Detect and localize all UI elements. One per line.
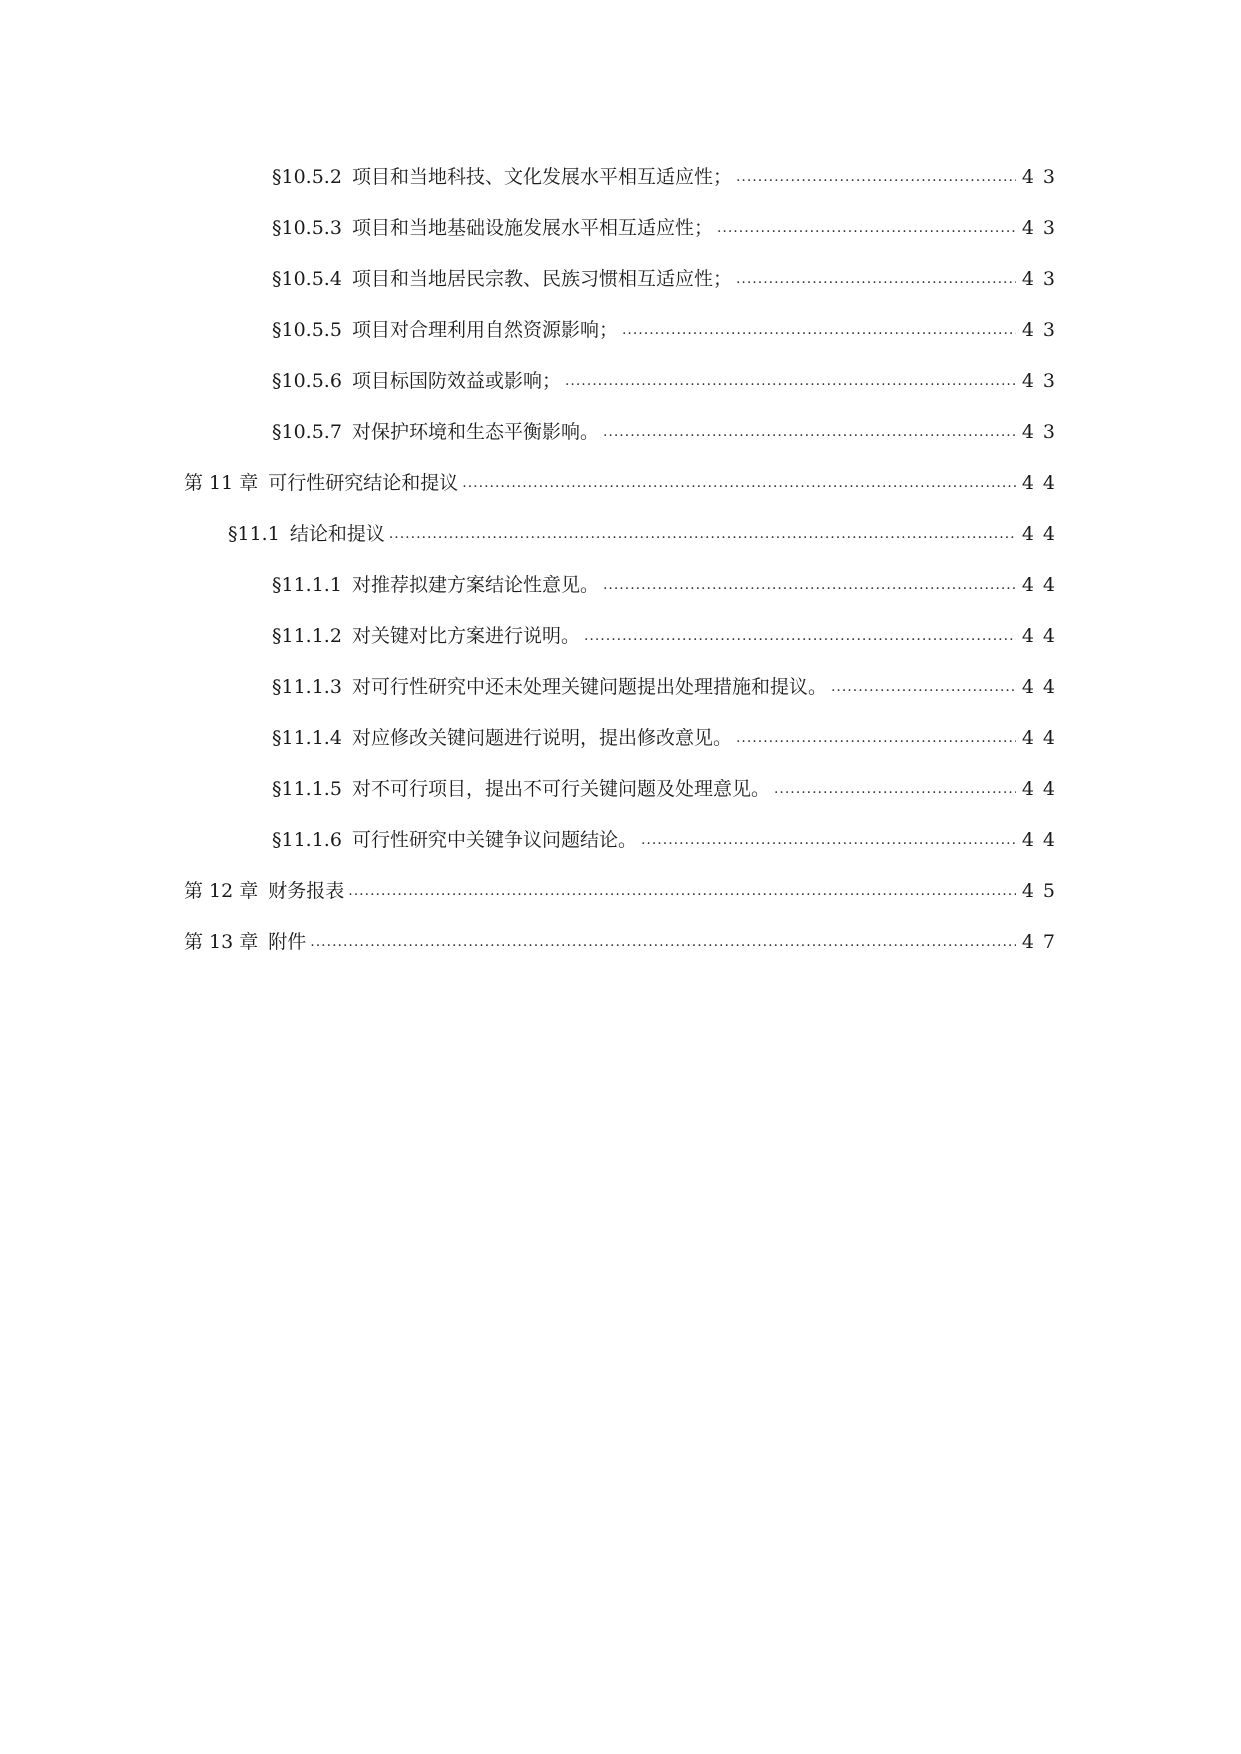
- toc-entry-number: 第 13 章: [184, 931, 259, 953]
- dot-leader: [774, 772, 1016, 806]
- toc-entry-number: §10.5.3: [272, 217, 342, 239]
- toc-entry-11-1-2[interactable]: [272, 619, 1064, 653]
- toc-entry-number: §10.5.5: [272, 319, 342, 341]
- dot-leader: [641, 823, 1016, 857]
- toc-entry-page: 43: [1021, 319, 1064, 341]
- toc-entry-number: 第 12 章: [184, 880, 259, 902]
- dot-leader: [584, 619, 1016, 653]
- dot-leader: [462, 466, 1016, 500]
- toc-entry-page: 44: [1021, 778, 1064, 800]
- toc-entry-page: 44: [1021, 727, 1064, 749]
- toc-entry-page: 44: [1021, 472, 1064, 494]
- toc-entry-10-5-2[interactable]: [272, 160, 1064, 194]
- toc-entry-title: 项目和当地基础设施发展水平相互适应性；: [351, 217, 713, 239]
- toc-entry-11-1-5[interactable]: [272, 772, 1064, 806]
- toc-entry-number: §11.1.1: [272, 574, 342, 596]
- dot-leader: [310, 925, 1016, 959]
- toc-entry-page: 47: [1021, 931, 1064, 953]
- dot-leader: [736, 160, 1016, 194]
- toc-entry-number: §11.1: [228, 523, 280, 545]
- dot-leader: [622, 313, 1016, 347]
- toc-entry-11-1-4[interactable]: [272, 721, 1064, 755]
- toc-entry-title: 对可行性研究中还未处理关键问题提出处理措施和提议。: [351, 676, 827, 698]
- toc-entry-page: 44: [1021, 523, 1064, 545]
- toc-entry-10-5-7[interactable]: [272, 415, 1064, 449]
- toc-entry-page: 43: [1021, 166, 1064, 188]
- toc-entry-number: §10.5.4: [272, 268, 342, 290]
- toc-entry-title: 附件: [268, 931, 307, 953]
- toc-entry-page: 44: [1021, 574, 1064, 596]
- toc-entry-title: 对应修改关键问题进行说明，提出修改意见。: [351, 727, 732, 749]
- dot-leader: [831, 670, 1016, 704]
- toc-entry-number: §10.5.7: [272, 421, 342, 443]
- toc-entry-title: 项目对合理利用自然资源影响；: [351, 319, 618, 341]
- toc-entry-title: 对保护环境和生态平衡影响。: [351, 421, 599, 443]
- toc-entry-chapter-13[interactable]: [184, 925, 1064, 959]
- dot-leader: [736, 721, 1016, 755]
- dot-leader: [736, 262, 1016, 296]
- dot-leader: [389, 517, 1016, 551]
- toc-entry-title: 对关键对比方案进行说明。: [351, 625, 580, 647]
- dot-leader: [603, 415, 1016, 449]
- dot-leader: [565, 364, 1016, 398]
- toc-entry-number: 第 11 章: [184, 472, 259, 494]
- toc-entry-title: 可行性研究结论和提议: [268, 472, 459, 494]
- toc-entry-page: 43: [1021, 421, 1064, 443]
- toc-entry-chapter-11[interactable]: [184, 466, 1064, 500]
- toc-entry-chapter-12[interactable]: [184, 874, 1064, 908]
- toc-entry-11-1-6[interactable]: [272, 823, 1064, 857]
- toc-entry-page: 44: [1021, 625, 1064, 647]
- toc-entry-page: 44: [1021, 829, 1064, 851]
- toc-entry-page: 43: [1021, 217, 1064, 239]
- toc-entry-title: 对推荐拟建方案结论性意见。: [351, 574, 599, 596]
- dot-leader: [717, 211, 1016, 245]
- toc-entry-number: §10.5.2: [272, 166, 342, 188]
- toc-entry-number: §11.1.2: [272, 625, 342, 647]
- toc-entry-number: §11.1.3: [272, 676, 342, 698]
- toc-entry-number: §10.5.6: [272, 370, 342, 392]
- toc-entry-11-1-1[interactable]: [272, 568, 1064, 602]
- toc-entry-title: 结论和提议: [289, 523, 385, 545]
- dot-leader: [603, 568, 1016, 602]
- toc-entry-title: 项目标国防效益或影响；: [351, 370, 561, 392]
- toc-entry-10-5-5[interactable]: [272, 313, 1064, 347]
- dot-leader: [348, 874, 1016, 908]
- toc-entry-number: §11.1.6: [272, 829, 342, 851]
- toc-entry-11-1[interactable]: [228, 517, 1064, 551]
- toc-entry-title: 项目和当地居民宗教、民族习惯相互适应性；: [351, 268, 732, 290]
- toc-entry-10-5-4[interactable]: [272, 262, 1064, 296]
- toc-entry-10-5-3[interactable]: [272, 211, 1064, 245]
- toc-entry-title: 财务报表: [268, 880, 345, 902]
- toc-entry-page: 43: [1021, 370, 1064, 392]
- toc-entry-page: 45: [1021, 880, 1064, 902]
- toc-entry-10-5-6[interactable]: [272, 364, 1064, 398]
- toc-entry-number: §11.1.4: [272, 727, 342, 749]
- toc-entry-page: 43: [1021, 268, 1064, 290]
- toc-entry-11-1-3[interactable]: [272, 670, 1064, 704]
- toc-entry-number: §11.1.5: [272, 778, 342, 800]
- toc-entry-page: 44: [1021, 676, 1064, 698]
- toc-entry-title: 对不可行项目，提出不可行关键问题及处理意见。: [351, 778, 770, 800]
- toc-entry-title: 项目和当地科技、文化发展水平相互适应性；: [351, 166, 732, 188]
- toc-entry-title: 可行性研究中关键争议问题结论。: [351, 829, 637, 851]
